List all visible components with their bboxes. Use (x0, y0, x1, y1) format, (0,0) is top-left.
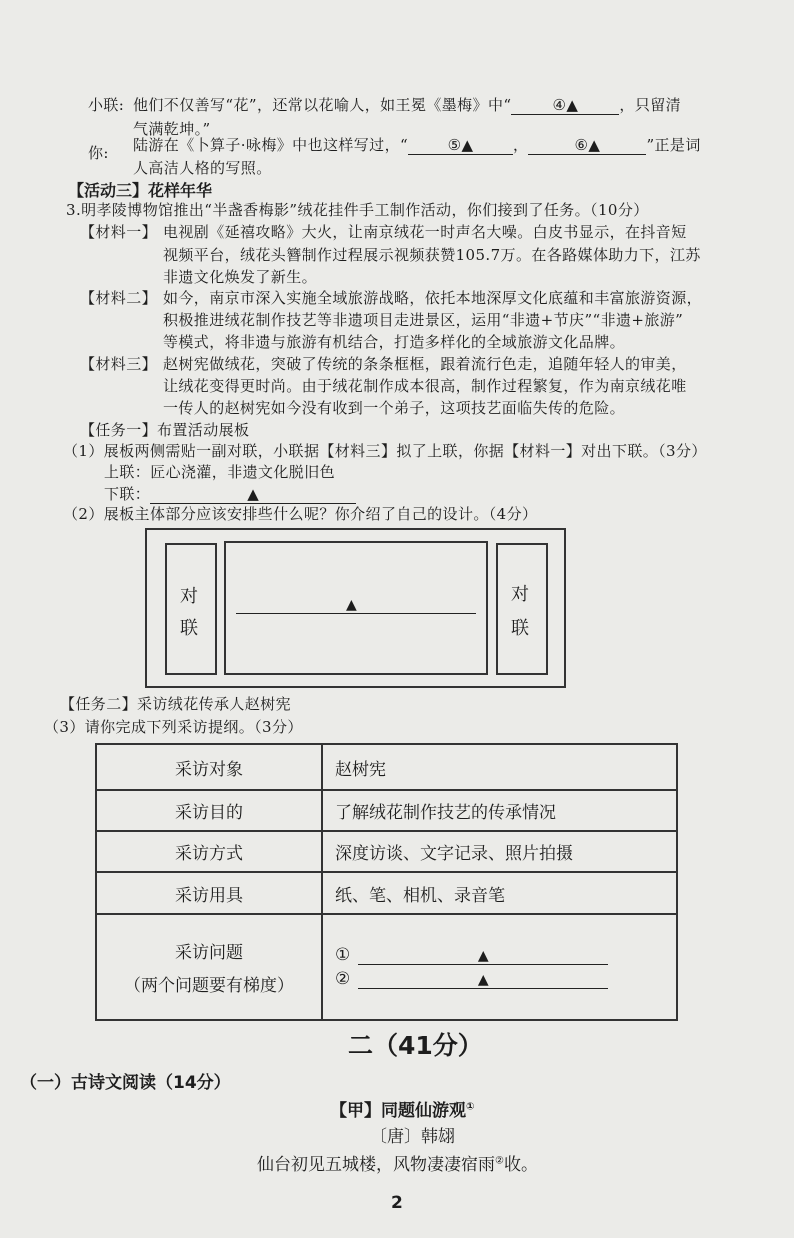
questions-label: 采访问题 (175, 943, 243, 963)
table-row (96, 914, 677, 1020)
row-value: 深度访谈、文字记录、照片拍摄 (322, 831, 677, 872)
poem-title-text: 【甲】同题仙游观 (330, 1101, 466, 1121)
task2-heading: 【任务二】采访绒花传承人赵树宪 (60, 695, 292, 713)
task1-q1: （1）展板两侧需贴一副对联，小联据【材料三】拟了上联，你据【材料一】对出下联。（3分） (63, 442, 707, 460)
question-1-blank[interactable]: ▲ (358, 948, 608, 965)
material3-line3: 一传人的赵树宪如今没有收到一个弟子，这项技艺面临失传的危险。 (163, 399, 626, 417)
material1-line1: 电视剧《延禧攻略》大火，让南京绒花一时声名大噪。白皮书显示，在抖音短 (163, 223, 687, 241)
blank-4[interactable]: ④▲ (511, 96, 619, 115)
xiaolian-line1-prefix: 他们不仅善写“花”，还常以花喻人，如王冕《墨梅》中“ (133, 96, 512, 114)
row-label: 采访方式 (96, 831, 322, 872)
task1-q2: （2）展板主体部分应该安排些什么呢？你介绍了自己的设计。（4分） (63, 505, 538, 523)
upper-text: 匠心浇灌，非遗文化脱旧色 (150, 463, 336, 481)
left-couplet-char-1: 对 (180, 586, 198, 607)
board-main-blank[interactable]: ▲ (346, 597, 357, 613)
question-2-mark: ② (335, 969, 351, 989)
material2-label: 【材料二】 (80, 289, 158, 307)
material1-line3: 非遗文化焕发了新生。 (163, 268, 318, 286)
upper-couplet (104, 461, 335, 482)
lower-couplet-blank[interactable]: ▲ (150, 485, 356, 504)
ni-line-1 (133, 134, 701, 155)
material3-line2: 让绒花变得更时尚。由于绒花制作成本很高，制作过程繁复，作为南京绒花唯 (163, 377, 687, 395)
ni-line1-suffix: ”正是词 (646, 136, 701, 154)
questions-cell (322, 914, 677, 1020)
row-label: 采访用具 (96, 872, 322, 914)
question-1 (335, 945, 664, 965)
question-2 (335, 969, 664, 989)
task2-q3: （3）请你完成下列采访提纲。（3分） (44, 718, 303, 736)
row-label: 采访目的 (96, 790, 322, 831)
task1-heading: 【任务一】布置活动展板 (80, 421, 250, 439)
poem-title-note: ① (466, 1101, 475, 1113)
blank-6[interactable]: ⑥▲ (528, 136, 646, 155)
left-couplet-panel (165, 543, 217, 675)
xiaolian-line-1 (133, 94, 681, 115)
interview-outline-table (95, 743, 678, 1021)
poem-line1-note: ② (495, 1155, 504, 1167)
poem-title (330, 1096, 474, 1121)
upper-label: 上联： (104, 463, 151, 481)
question-2-blank[interactable]: ▲ (358, 972, 608, 989)
right-couplet-panel (496, 543, 548, 675)
row-value: 赵树宪 (322, 744, 677, 790)
poem-line1-b: 收。 (503, 1155, 538, 1175)
material1-label: 【材料一】 (80, 223, 158, 241)
material2-line2: 积极推进绒花制作技艺等非遗项目走进景区，运用“非遗+节庆”“非遗+旅游” (163, 311, 684, 329)
poem-author: 〔唐〕韩翃 (370, 1127, 455, 1147)
questions-label-note: （两个问题要有梯度） (124, 976, 294, 996)
material2-line3: 等模式，将非遗与旅游有机结合，打造多样化的全域旅游文化品牌。 (163, 333, 626, 351)
comma: ， (513, 136, 529, 154)
material2-line1: 如今，南京市深入实施全域旅游战略，依托本地深厚文化底蕴和丰富旅游资源， (163, 289, 703, 307)
row-value: 纸、笔、相机、录音笔 (322, 872, 677, 914)
ni-line-2: 人高洁人格的写照。 (133, 159, 272, 177)
table-row (96, 744, 677, 790)
ni-label: 你: (88, 144, 109, 162)
material3-label: 【材料三】 (80, 355, 158, 373)
page-number: 2 (391, 1193, 403, 1213)
poem-line-1 (257, 1150, 538, 1175)
right-couplet-char-2: 联 (511, 618, 529, 639)
section2-subtitle: （一）古诗文阅读（14分） (20, 1073, 231, 1093)
material1-line2: 视频平台，绒花头簪制作过程展示视频获赞105.7万。在各路媒体助力下，江苏 (163, 246, 701, 264)
poem-line1-a: 仙台初见五城楼，风物凄凄宿雨 (257, 1155, 495, 1175)
ni-line1-prefix: 陆游在《卜算子·咏梅》中也这样写过，“ (133, 136, 409, 154)
question-1-mark: ① (335, 945, 351, 965)
table-row (96, 790, 677, 831)
xiaolian-line-2: 气满乾坤。” (133, 120, 211, 138)
board-main-line (236, 613, 476, 614)
activity3-heading: 【活动三】花样年华 (68, 181, 213, 200)
row-value: 了解绒花制作技艺的传承情况 (322, 790, 677, 831)
right-couplet-char-1: 对 (511, 584, 529, 605)
xiaolian-label: 小联: (88, 96, 125, 114)
lower-label: 下联： (104, 485, 151, 503)
left-couplet-char-2: 联 (180, 618, 198, 639)
xiaolian-line1-suffix: ，只留清 (619, 96, 682, 114)
questions-label-cell (96, 914, 322, 1020)
table-row (96, 831, 677, 872)
blank-5[interactable]: ⑤▲ (408, 136, 513, 155)
lower-couplet (104, 483, 356, 504)
table-row (96, 872, 677, 914)
q3-intro: 3.明孝陵博物馆推出“半盏香梅影”绒花挂件手工制作活动，你们接到了任务。（10分） (66, 201, 649, 219)
row-label: 采访对象 (96, 744, 322, 790)
material3-line1: 赵树宪做绒花，突破了传统的条条框框，跟着流行色走，追随年轻人的审美， (163, 355, 687, 373)
section2-title: 二（41分） (348, 1031, 483, 1060)
